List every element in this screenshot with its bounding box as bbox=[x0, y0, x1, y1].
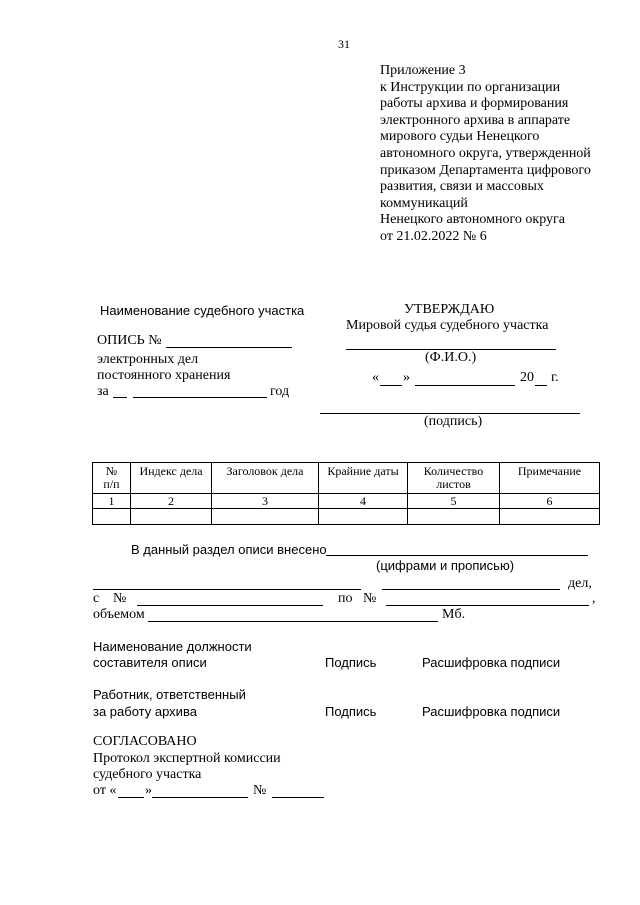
appendix-line: работы архива и формирования bbox=[380, 96, 569, 112]
entered-count-line bbox=[326, 555, 588, 556]
table-row bbox=[93, 509, 600, 525]
col-header-index: Индекс дела bbox=[131, 463, 212, 494]
appendix-line: автономного округа, утвержденной bbox=[380, 145, 591, 161]
appendix-line: мирового судьи Ненецкого bbox=[380, 129, 540, 145]
summary-caption: (цифрами и прописью) bbox=[376, 558, 515, 573]
worker-position-line2: за работу архива bbox=[93, 704, 197, 719]
compiler-position-line2: составителя описи bbox=[93, 655, 207, 670]
table-cell bbox=[408, 509, 500, 525]
appendix-line: Ненецкого автономного округа bbox=[380, 212, 565, 228]
summary-s: с bbox=[93, 591, 100, 606]
worker-position-line1: Работник, ответственный bbox=[93, 687, 246, 702]
agreed-number-line bbox=[272, 797, 324, 798]
table-cell bbox=[212, 509, 319, 525]
agreed-day-line bbox=[118, 797, 144, 798]
month-line bbox=[415, 385, 515, 386]
col-header-dates: Крайние даты bbox=[319, 463, 408, 494]
appendix-line: электронного архива в аппарате bbox=[380, 112, 571, 128]
appendix-line: развития, связи и массовых bbox=[380, 179, 544, 195]
approver-title: Мировой судья судебного участка bbox=[346, 318, 549, 333]
table-cell bbox=[131, 509, 212, 525]
compiler-position-line1: Наименование должности bbox=[93, 639, 252, 654]
summary-no1: № bbox=[113, 591, 127, 606]
summary-po: по bbox=[338, 591, 353, 606]
appendix-line: к Инструкции по организации bbox=[380, 79, 561, 95]
fio-caption: (Ф.И.О.) bbox=[425, 350, 477, 365]
table-cell: 5 bbox=[408, 494, 500, 509]
agreed-no: № bbox=[253, 783, 267, 798]
compiler-signature: Подпись bbox=[325, 655, 377, 670]
table-cell: 3 bbox=[212, 494, 319, 509]
table-cell: 1 bbox=[93, 494, 131, 509]
summary-mb: Мб. bbox=[442, 607, 466, 622]
appendix-line: Приложение 3 bbox=[380, 63, 466, 78]
table-cell bbox=[319, 509, 408, 525]
count-line-right bbox=[382, 589, 560, 590]
day-line bbox=[380, 385, 402, 386]
year-start-line bbox=[113, 397, 127, 398]
worker-signature-decode: Расшифровка подписи bbox=[422, 704, 561, 719]
summary-volume: объемом bbox=[93, 607, 145, 622]
inventory-god: год bbox=[270, 384, 290, 399]
to-number-line bbox=[386, 605, 589, 606]
inventory-za: за bbox=[97, 384, 109, 399]
table-cell bbox=[500, 509, 600, 525]
appendix-block bbox=[380, 63, 591, 246]
approve-title: УТВЕРЖДАЮ bbox=[404, 302, 495, 317]
date-open-quote: « bbox=[372, 370, 379, 385]
signature-caption: (подпись) bbox=[424, 414, 483, 429]
table-cell: 4 bbox=[319, 494, 408, 509]
inventory-number-line bbox=[166, 347, 292, 348]
agreed-line2: судебного участка bbox=[93, 767, 202, 782]
col-header-note: Примечание bbox=[500, 463, 600, 494]
agreed-date-line bbox=[152, 797, 248, 798]
page-number: 31 bbox=[338, 37, 350, 51]
year-line bbox=[133, 397, 267, 398]
agreed-title: СОГЛАСОВАНО bbox=[93, 734, 197, 749]
year-line bbox=[535, 385, 547, 386]
summary-del: дел, bbox=[568, 576, 592, 591]
col-header-sheets: Количество листов bbox=[408, 463, 500, 494]
worker-signature: Подпись bbox=[325, 704, 377, 719]
year-prefix: 20 bbox=[520, 370, 534, 385]
col-header-title: Заголовок дела bbox=[212, 463, 319, 494]
appendix-line: от 21.02.2022 № 6 bbox=[380, 228, 487, 244]
volume-line bbox=[148, 621, 438, 622]
table-cell bbox=[93, 509, 131, 525]
agreed-line1: Протокол экспертной комиссии bbox=[93, 751, 281, 766]
court-section-name: Наименование судебного участка bbox=[100, 303, 305, 318]
compiler-signature-decode: Расшифровка подписи bbox=[422, 655, 561, 670]
inventory-table bbox=[92, 462, 600, 525]
table-header-row bbox=[93, 463, 600, 494]
table-cell: 6 bbox=[500, 494, 600, 509]
agreed-close-quote: » bbox=[145, 783, 152, 798]
date-close-quote: » bbox=[403, 370, 410, 385]
appendix-line: коммуникаций bbox=[380, 195, 468, 211]
table-number-row bbox=[93, 494, 600, 509]
summary-no2: № bbox=[363, 591, 377, 606]
inventory-line2: постоянного хранения bbox=[97, 368, 231, 383]
from-number-line bbox=[137, 605, 323, 606]
appendix-line: приказом Департамента цифрового bbox=[380, 162, 591, 178]
summary-entered: В данный раздел описи внесено bbox=[131, 542, 327, 557]
table-cell: 2 bbox=[131, 494, 212, 509]
col-header-number: № п/п bbox=[93, 463, 131, 494]
inventory-line1: электронных дел bbox=[97, 352, 199, 367]
inventory-title: ОПИСЬ № bbox=[97, 333, 162, 348]
count-line-left bbox=[93, 589, 361, 590]
year-suffix: г. bbox=[551, 370, 559, 385]
agreed-ot: от « bbox=[93, 783, 117, 798]
summary-comma: , bbox=[592, 591, 596, 606]
